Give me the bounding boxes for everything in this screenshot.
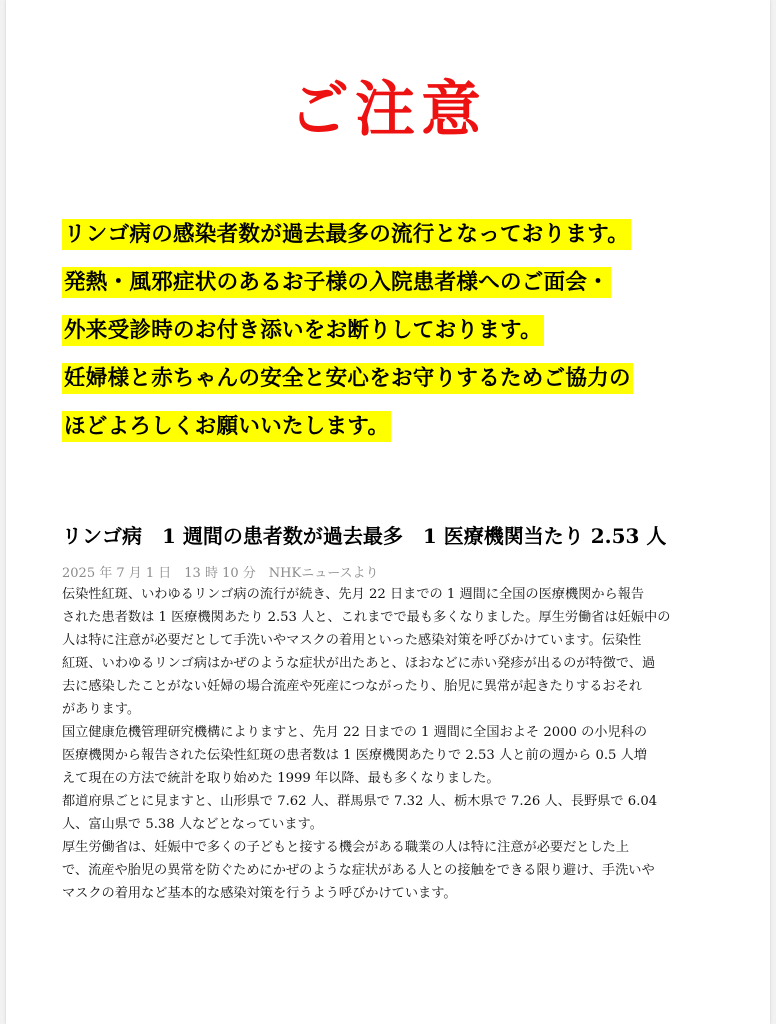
notice-line bbox=[62, 311, 742, 359]
article-line: 去に感染したことがない妊婦の場合流産や死産につながったり、胎児に異常が起きたりするおそれ bbox=[62, 679, 642, 694]
notice-line bbox=[62, 263, 742, 311]
article-dateline: 2025 年 7 月 1 日 13 時 10 分 NHKニュースより bbox=[62, 566, 379, 581]
article-line: マスクの着用など基本的な感染対策を行うよう呼びかけています。 bbox=[62, 886, 457, 901]
article-body bbox=[62, 583, 726, 905]
article-line: された患者数は 1 医療機関あたり 2.53 人と、これまでで最も多くなりました。厚生労働省は妊娠中の bbox=[62, 610, 671, 625]
article-line: 紅斑、いわゆるリンゴ病はかぜのような症状が出たあと、ほおなどに赤い発疹が出るのが特徴で、過 bbox=[62, 656, 656, 671]
page-title: ご注意 bbox=[289, 75, 487, 145]
article-line: があります。 bbox=[62, 702, 141, 717]
notice-line bbox=[62, 407, 742, 455]
notice-line-text: リンゴ病の感染者数が過去最多の流行となっております。 bbox=[62, 219, 631, 250]
notice-block bbox=[62, 215, 742, 455]
article-line: 人は特に注意が必要だとして手洗いやマスクの着用といった感染対策を呼びかけています。伝染性 bbox=[62, 633, 642, 648]
article-line: 医療機関から報告された伝染性紅斑の患者数は 1 医療機関あたりで 2.53 人と前の週から 0.5 人増 bbox=[62, 748, 647, 763]
notice-line-text: 外来受診時のお付き添いをお断りしております。 bbox=[62, 315, 544, 346]
article-line: 国立健康危機管理研究機構によりますと、先月 22 日までの 1 週間に全国およそ 2000 の小児科の bbox=[62, 725, 648, 740]
article-line: 都道府県ごとに見ますと、山形県で 7.62 人、群馬県で 7.32 人、栃木県で 7.26 人、長野県で 6.04 bbox=[62, 794, 658, 809]
notice-line-text: ほどよろしくお願いいたします。 bbox=[62, 411, 391, 442]
notice-line bbox=[62, 359, 742, 407]
notice-line-text: 発熱・風邪症状のあるお子様の入院患者様へのご面会・ bbox=[62, 267, 611, 298]
article-headline: リンゴ病 1 週間の患者数が過去最多 1 医療機関当たり 2.53 人 bbox=[62, 524, 667, 548]
notice-sheet bbox=[6, 0, 770, 1024]
notice-line-text: 妊婦様と赤ちゃんの安全と安心をお守りするためご協力の bbox=[62, 363, 633, 394]
notice-line bbox=[62, 215, 742, 263]
article-line: 厚生労働省は、妊娠中で多くの子どもと接する機会がある職業の人は特に注意が必要だとした上 bbox=[62, 840, 630, 855]
article-line: で、流産や胎児の異常を防ぐためにかぜのような症状がある人との接触をできる限り避け、手洗いや bbox=[62, 863, 655, 878]
article-line: えて現在の方法で統計を取り始めた 1999 年以降、最も多くなりました。 bbox=[62, 771, 500, 786]
article-line: 伝染性紅斑、いわゆるリンゴ病の流行が続き、先月 22 日までの 1 週間に全国の医療機関から報告 bbox=[62, 587, 645, 602]
article-line: 人、富山県で 5.38 人などとなっています。 bbox=[62, 817, 323, 832]
